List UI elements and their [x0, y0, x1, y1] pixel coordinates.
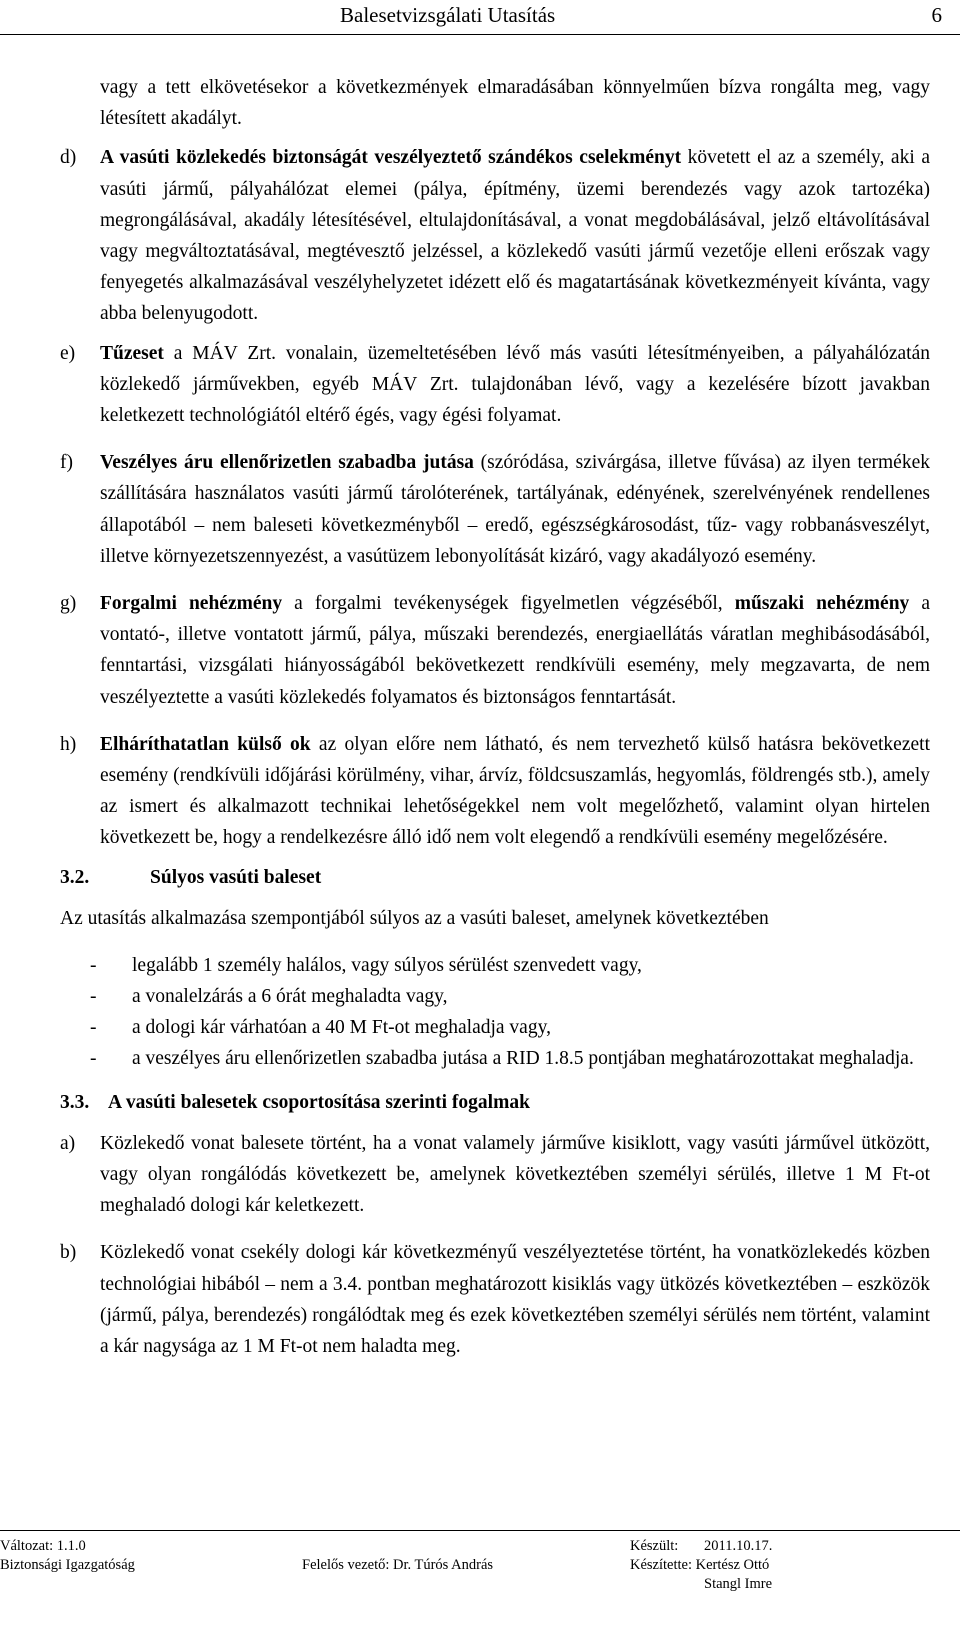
list-item-text: a veszélyes áru ellenőrizetlen szabadba jutása a RID 1.8.5 pontjában meghatározottakat meghaladja. — [132, 1048, 914, 1070]
item-text: az olyan előre nem látható, és nem tervezhető külső hatásra bekövetkezett esemény (rendkívüli időjárási körülmény, vihar, árvíz, földcsuszamlás, hegyomlás, földrengés stb.), amely az ismert és alkalmazott technikai lehetőségekkel nem volt megelőzhető, valamint olyan hirtelen következett be, hogy a rendelkezésre álló idő nem volt elegendő a rendkívüli esemény megelőzésére. — [100, 733, 930, 849]
section-number: 3.2. — [60, 866, 90, 888]
section-heading-3-2 — [60, 862, 930, 893]
footer-author: Készítette: Kertész Ottó — [630, 1557, 770, 1573]
footer-author-2: Stangl Imre — [704, 1576, 773, 1592]
item-text: a forgalmi tevékenységek figyelmetlen végzéséből, — [282, 593, 735, 615]
list-item-g — [60, 588, 930, 713]
item-label: d) — [60, 147, 77, 169]
item-text: Közlekedő vonat balesete történt, ha a vonat valamely járműve kisiklott, vagy vasúti járművel ütközött, vagy olyan rongálódás következett be, amelynek következtében személyi sérülés, illetve 1 M Ft-ot meghaladó dologi kár keletkezett. — [100, 1132, 930, 1217]
section-title: A vasúti balesetek csoportosítása szerinti fogalmak — [108, 1091, 530, 1113]
list-item — [60, 1012, 930, 1043]
item-label: b) — [60, 1242, 77, 1264]
item-label: a) — [60, 1132, 76, 1154]
footer-department: Biztonsági Igazgatóság — [0, 1557, 135, 1573]
dash-bullet: - — [90, 986, 97, 1008]
item-term: Veszélyes áru ellenőrizetlen szabadba jutása — [100, 452, 474, 474]
list-item-text: a vonalelzárás a 6 órát meghaladta vagy, — [132, 986, 448, 1008]
footer-created-label: Készült: — [630, 1538, 679, 1554]
page-number: 6 — [931, 3, 942, 27]
item-text: Közlekedő vonat csekély dologi kár következményű veszélyeztetése történt, ha vonatközlekedés közben technológiai hibából – nem a 3.4. pontban meghatározott kisiklás vagy ütközés következtében – eszközök (jármű, pálya, berendezés) rongálódtak meg és ezek következtében személyi sérülés nem történt, valamint a kár nagysága az 1 M Ft-ot nem haladta meg. — [100, 1242, 930, 1357]
section-number: 3.3. — [60, 1091, 90, 1113]
item-text: (szóródása, szivárgása, illetve fűvása) az ilyen termékek szállítására használatos vasúti jármű tárolóterének, tartályának, edényének, szerelvényének rendellenes állapotából – nem baleseti következményből – eredő, egészségkárosodást, tűz- vagy robbanásveszélyt, illetve környezetszennyezést, a vasútüzem lebonyolítását kizáró, vagy akadályozó esemény. — [100, 452, 930, 567]
item-term: Elháríthatatlan külső ok — [100, 733, 311, 755]
dash-bullet: - — [90, 954, 97, 976]
item-term: A vasúti közlekedés biztonságát veszélyeztető szándékos cselekményt — [100, 147, 682, 169]
list-item-e — [60, 338, 930, 432]
list-item — [60, 950, 930, 981]
item-term: Tűzeset — [100, 342, 164, 364]
page-body — [60, 72, 930, 1362]
section-heading-3-3 — [60, 1087, 930, 1118]
item-label: h) — [60, 733, 77, 755]
document-title: Balesetvizsgálati Utasítás — [340, 3, 556, 27]
list-item-a — [60, 1128, 930, 1222]
page-footer — [0, 1530, 960, 1625]
list-item-b — [60, 1237, 930, 1362]
list-item-h — [60, 729, 930, 854]
list-item — [60, 981, 930, 1012]
item-label: g) — [60, 593, 77, 615]
footer-version: Változat: 1.1.0 — [0, 1538, 86, 1554]
section-intro: Az utasítás alkalmazása szempontjából súlyos az a vasúti baleset, amelynek következtében — [60, 907, 769, 929]
item-label: e) — [60, 342, 76, 364]
item-term-2: műszaki nehézmény — [734, 593, 910, 615]
item-term: Forgalmi nehézmény — [100, 593, 283, 615]
item-text: követett el az a személy, aki a vasúti jármű, pályahálózat elemei (pálya, építmény, üzemi berendezés vagy azok tartozéka) megrongálásával, akadály létesítésével, eltulajdonításával, a vonat megdobálásával, jelző eltávolításával vagy megváltoztatásával, megtévesztő jelzéssel, a közlekedő vasúti jármű vezetője elleni erőszak vagy fenyegetés alkalmazásával veszélyhelyzetet idézett elő és magatartásának következményeit kívánta, vagy abba belenyugodott. — [100, 147, 930, 325]
page-header — [0, 0, 960, 35]
footer-created-date: 2011.10.17. — [704, 1538, 773, 1554]
criteria-list — [60, 950, 930, 1075]
continuation-paragraph: vagy a tett elkövetésekor a következmények elmaradásában könnyelműen bízva rongálta meg, vagy létesített akadályt. — [100, 77, 930, 130]
dash-bullet: - — [90, 1048, 97, 1070]
list-item-d — [60, 142, 930, 329]
item-text: a MÁV Zrt. vonalain, üzemeltetésében lévő más vasúti létesítményeiben, a pályahálózatán közlekedő járművekben, egyéb MÁV Zrt. tulajdonában lévő, vagy a kezelésére bízott javakban keletkezett technológiától eltérő égés, vagy égési folyamat. — [100, 342, 930, 427]
list-item-text: a dologi kár várhatóan a 40 M Ft-ot meghaladja vagy, — [132, 1017, 551, 1039]
item-text-2: a vontató-, illetve vontatott jármű, pálya, műszaki berendezés, energiaellátás váratlan meghibásodásából, fenntartási, vizsgálati hiányosságából bekövetkezett rendkívüli esemény, mely megzavarta, de nem veszélyeztette a vasúti közlekedés folyamatos és biztonságos fenntartását. — [100, 593, 931, 708]
item-label: f) — [60, 452, 73, 474]
dash-bullet: - — [90, 1017, 97, 1039]
footer-responsible: Felelős vezető: Dr. Túrós András — [302, 1557, 494, 1573]
list-item-text: legalább 1 személy halálos, vagy súlyos sérülést szenvedett vagy, — [132, 954, 642, 976]
list-item-f — [60, 447, 930, 572]
section-title: Súlyos vasúti baleset — [150, 866, 322, 888]
list-item — [60, 1043, 930, 1074]
